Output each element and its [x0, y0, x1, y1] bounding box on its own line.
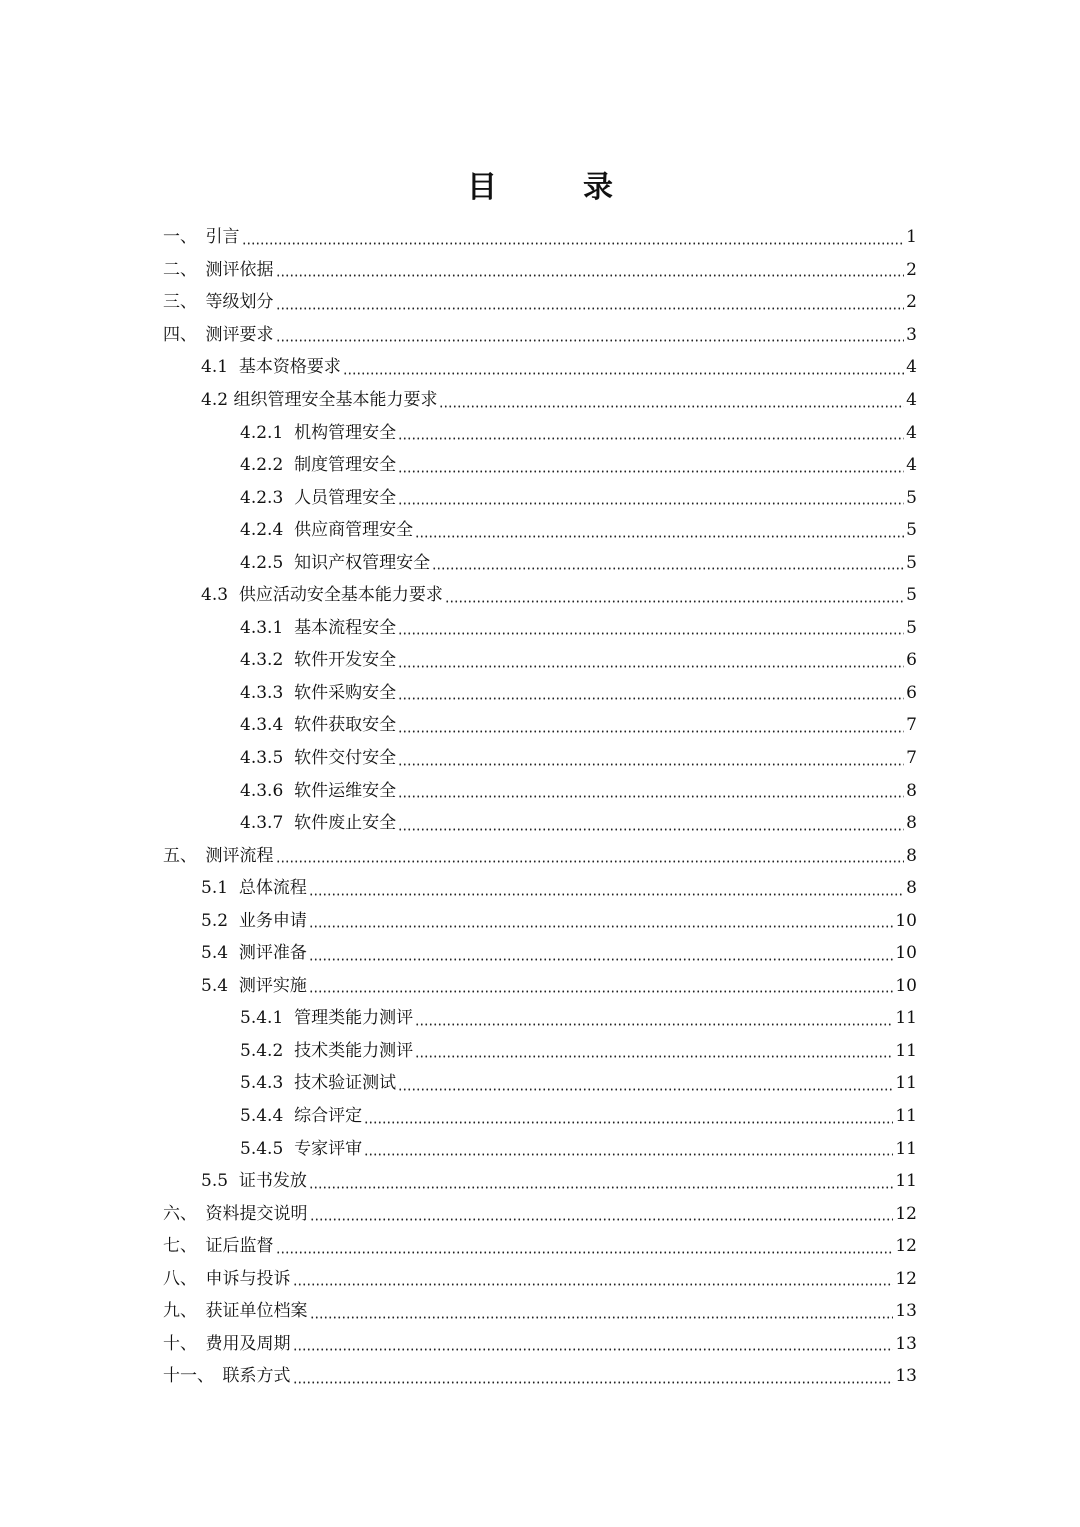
toc-entry[interactable]: [0, 384, 1080, 417]
toc-entry[interactable]: [0, 1002, 1080, 1035]
toc-entry[interactable]: [0, 742, 1080, 775]
toc-entry-page-number: 8: [906, 878, 917, 899]
toc-leader-dots: [276, 307, 905, 310]
toc-entry-label: 四、 测评要求: [163, 324, 274, 345]
toc-entry[interactable]: [0, 1067, 1080, 1100]
toc-entry[interactable]: [0, 1295, 1080, 1328]
toc-entry[interactable]: [0, 872, 1080, 905]
toc-entry[interactable]: [0, 937, 1080, 970]
toc-leader-dots: [310, 1218, 894, 1221]
toc-entry-label: 九、 获证单位档案: [163, 1301, 308, 1322]
toc-entry-label: 4.3.6 软件运维安全: [240, 780, 397, 801]
toc-entry-page-number: 12: [895, 1236, 917, 1257]
toc-entry-page-number: 10: [895, 975, 917, 996]
toc-leader-dots: [398, 1088, 893, 1091]
toc-entry-page-number: 11: [895, 1073, 917, 1094]
toc-entry[interactable]: [0, 774, 1080, 807]
table-of-contents: [0, 221, 1080, 1393]
toc-entry-label: 4.3.1 基本流程安全: [240, 617, 397, 638]
toc-entry[interactable]: [0, 612, 1080, 645]
page-title: 目 录: [467, 170, 641, 205]
toc-entry-label: 5.4.3 技术验证测试: [240, 1073, 397, 1094]
toc-leader-dots: [293, 1381, 894, 1384]
toc-entry-page-number: 13: [895, 1301, 917, 1322]
toc-entry[interactable]: [0, 546, 1080, 579]
toc-leader-dots: [310, 1316, 894, 1319]
toc-leader-dots: [309, 893, 904, 896]
toc-entry[interactable]: [0, 1197, 1080, 1230]
toc-entry-label: 5.4.4 综合评定: [240, 1106, 363, 1127]
toc-entry[interactable]: [0, 1132, 1080, 1165]
toc-entry-label: 4.2.5 知识产权管理安全: [240, 552, 431, 573]
toc-entry-page-number: 6: [906, 682, 917, 703]
toc-leader-dots: [398, 763, 904, 766]
toc-entry[interactable]: [0, 286, 1080, 319]
toc-entry-page-number: 8: [906, 813, 917, 834]
toc-entry-label: 5.1 总体流程: [201, 878, 307, 899]
toc-leader-dots: [293, 1348, 894, 1351]
toc-entry-label: 4.3.5 软件交付安全: [240, 748, 397, 769]
toc-entry[interactable]: [0, 644, 1080, 677]
toc-entry-label: 4.2.3 人员管理安全: [240, 487, 397, 508]
toc-entry-label: 4.2.1 机构管理安全: [240, 422, 397, 443]
toc-entry-page-number: 2: [906, 292, 917, 313]
toc-entry-page-number: 4: [906, 357, 917, 378]
toc-entry-label: 六、 资料提交说明: [163, 1203, 308, 1224]
toc-leader-dots: [398, 730, 904, 733]
toc-entry[interactable]: [0, 1035, 1080, 1068]
toc-entry-page-number: 11: [895, 1138, 917, 1159]
toc-entry[interactable]: [0, 579, 1080, 612]
toc-entry-label: 十一、 联系方式: [163, 1366, 291, 1387]
toc-entry[interactable]: [0, 221, 1080, 254]
toc-entry-page-number: 4: [906, 390, 917, 410]
toc-leader-dots: [398, 828, 904, 831]
toc-entry-page-number: 4: [906, 422, 917, 443]
toc-entry-page-number: 11: [895, 1040, 917, 1061]
toc-entry[interactable]: [0, 970, 1080, 1003]
toc-entry[interactable]: [0, 514, 1080, 547]
toc-entry[interactable]: [0, 1263, 1080, 1296]
toc-entry-label: 七、 证后监督: [163, 1236, 274, 1257]
toc-entry[interactable]: [0, 1328, 1080, 1361]
toc-entry-page-number: 7: [906, 748, 917, 769]
toc-leader-dots: [364, 1153, 893, 1156]
toc-entry-label: 4.2 组织管理安全基本能力要求: [201, 390, 438, 410]
toc-leader-dots: [276, 339, 905, 342]
toc-entry-label: 十、 费用及周期: [163, 1333, 291, 1354]
toc-entry[interactable]: [0, 1100, 1080, 1133]
toc-entry-label: 五、 测评流程: [163, 845, 274, 866]
toc-entry[interactable]: [0, 1360, 1080, 1393]
toc-leader-dots: [343, 372, 904, 375]
toc-entry-label: 5.4.5 专家评审: [240, 1138, 363, 1159]
toc-leader-dots: [398, 665, 904, 668]
toc-entry-page-number: 12: [895, 1203, 917, 1224]
toc-leader-dots: [415, 1055, 893, 1058]
toc-entry-page-number: 7: [906, 715, 917, 736]
toc-entry-label: 4.3.3 软件采购安全: [240, 682, 397, 703]
toc-entry-page-number: 10: [895, 943, 917, 964]
toc-entry-label: 4.1 基本资格要求: [201, 357, 341, 378]
toc-entry-label: 4.2.2 制度管理安全: [240, 455, 397, 476]
toc-entry-label: 八、 申诉与投诉: [163, 1268, 291, 1289]
toc-entry-label: 5.4 测评实施: [201, 975, 307, 996]
toc-entry[interactable]: [0, 807, 1080, 840]
toc-leader-dots: [309, 990, 894, 993]
toc-entry[interactable]: [0, 904, 1080, 937]
toc-entry[interactable]: [0, 351, 1080, 384]
toc-entry-page-number: 13: [895, 1366, 917, 1387]
toc-entry-page-number: 5: [906, 617, 917, 638]
toc-entry-label: 4.3.7 软件废止安全: [240, 813, 397, 834]
toc-leader-dots: [398, 437, 904, 440]
toc-entry-page-number: 5: [906, 487, 917, 508]
toc-entry-label: 5.4 测评准备: [201, 943, 307, 964]
toc-entry[interactable]: [0, 839, 1080, 872]
toc-entry-page-number: 13: [895, 1333, 917, 1354]
toc-entry-page-number: 3: [906, 324, 917, 345]
toc-entry-page-number: 6: [906, 650, 917, 671]
toc-entry-label: 4.3.2 软件开发安全: [240, 650, 397, 671]
toc-leader-dots: [276, 274, 905, 277]
toc-entry[interactable]: [0, 416, 1080, 449]
toc-entry-label: 二、 测评依据: [163, 259, 274, 280]
toc-entry-label: 4.3 供应活动安全基本能力要求: [201, 585, 443, 606]
toc-entry-page-number: 2: [906, 259, 917, 280]
toc-leader-dots: [415, 1023, 893, 1026]
toc-leader-dots: [398, 470, 904, 473]
toc-leader-dots: [439, 405, 904, 408]
toc-entry-page-number: 11: [895, 1008, 917, 1029]
toc-leader-dots: [415, 535, 904, 538]
toc-leader-dots: [364, 1121, 893, 1124]
toc-entry-page-number: 12: [895, 1268, 917, 1289]
toc-entry-page-number: 1: [906, 227, 917, 248]
toc-entry[interactable]: [0, 1165, 1080, 1198]
toc-entry-page-number: 5: [906, 520, 917, 541]
toc-entry-page-number: 11: [895, 1171, 917, 1192]
toc-entry[interactable]: [0, 1230, 1080, 1263]
toc-entry-label: 4.3.4 软件获取安全: [240, 715, 397, 736]
toc-leader-dots: [276, 1251, 894, 1254]
toc-leader-dots: [309, 958, 894, 961]
toc-entry-label: 一、 引言: [163, 227, 240, 248]
toc-leader-dots: [276, 860, 905, 863]
toc-leader-dots: [293, 1283, 894, 1286]
toc-entry[interactable]: [0, 254, 1080, 287]
toc-entry[interactable]: [0, 677, 1080, 710]
toc-leader-dots: [398, 697, 904, 700]
toc-leader-dots: [445, 600, 904, 603]
toc-entry-page-number: 5: [906, 585, 917, 606]
toc-entry-page-number: 4: [906, 455, 917, 476]
toc-leader-dots: [309, 925, 894, 928]
toc-entry-label: 三、 等级划分: [163, 292, 274, 313]
toc-entry-page-number: 11: [895, 1106, 917, 1127]
toc-leader-dots: [398, 502, 904, 505]
toc-leader-dots: [398, 632, 904, 635]
toc-entry[interactable]: [0, 709, 1080, 742]
toc-entry-page-number: 8: [906, 780, 917, 801]
toc-leader-dots: [242, 242, 905, 245]
toc-entry-label: 5.4.1 管理类能力测评: [240, 1008, 414, 1029]
toc-entry-page-number: 5: [906, 552, 917, 573]
toc-entry-label: 5.5 证书发放: [201, 1171, 307, 1192]
toc-entry-page-number: 8: [906, 845, 917, 866]
toc-leader-dots: [432, 567, 904, 570]
toc-leader-dots: [398, 795, 904, 798]
toc-entry[interactable]: [0, 481, 1080, 514]
toc-entry-label: 4.2.4 供应商管理安全: [240, 520, 414, 541]
toc-entry[interactable]: [0, 449, 1080, 482]
toc-entry-page-number: 10: [895, 910, 917, 931]
toc-entry-label: 5.2 业务申请: [201, 910, 307, 931]
toc-entry-label: 5.4.2 技术类能力测评: [240, 1040, 414, 1061]
toc-entry[interactable]: [0, 319, 1080, 352]
toc-leader-dots: [309, 1186, 894, 1189]
